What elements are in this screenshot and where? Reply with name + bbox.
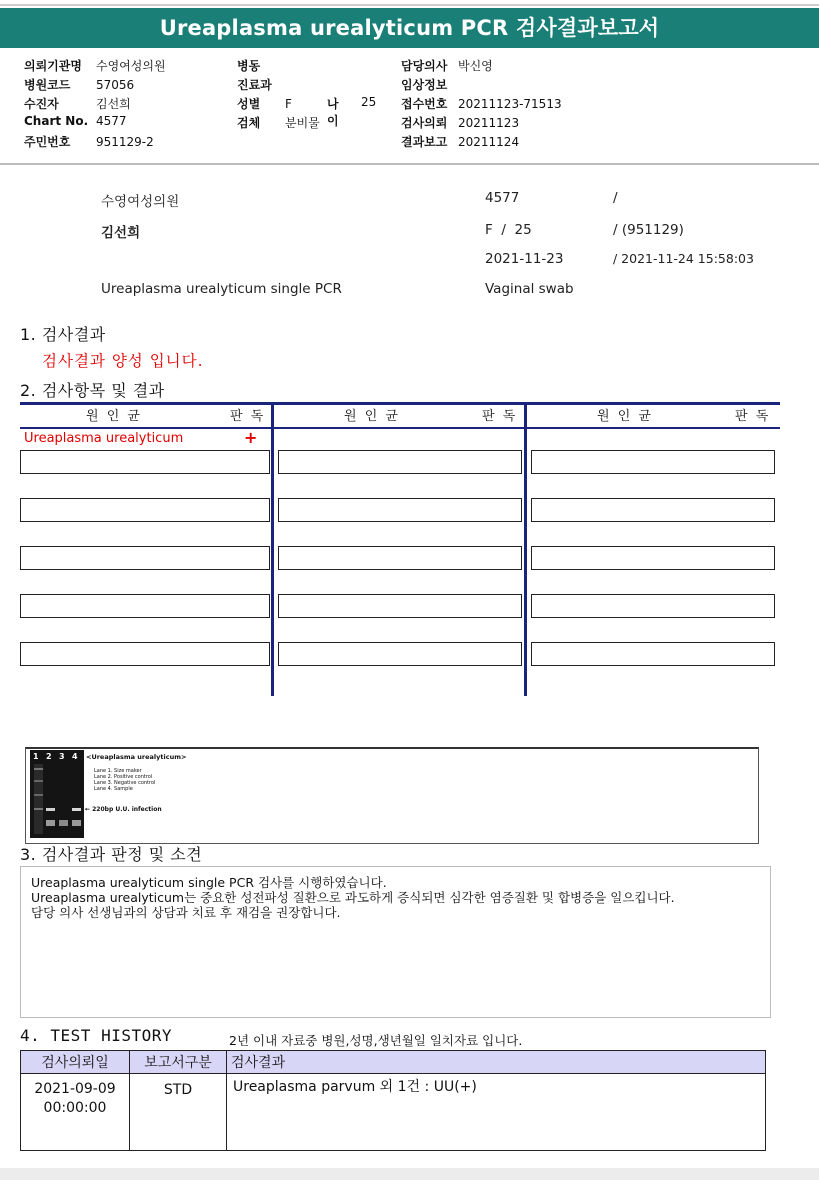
header-label: Chart No. bbox=[24, 114, 89, 128]
arrow-left-icon: ← bbox=[85, 806, 91, 813]
findings-box bbox=[20, 866, 771, 1018]
gel-legend-item: Lane 2. Positive control bbox=[94, 774, 153, 780]
column-header: 보고서구분 bbox=[130, 1051, 227, 1074]
result-cell bbox=[278, 642, 522, 666]
gel-legend bbox=[94, 768, 155, 792]
gel-image bbox=[30, 750, 84, 838]
gel-title: <Ureaplasma urealyticum> bbox=[86, 753, 187, 761]
gel-legend-item: Lane 3. Negative control bbox=[94, 780, 156, 786]
column-header: 검사의뢰일 bbox=[21, 1051, 130, 1074]
history-type: STD bbox=[130, 1074, 227, 1151]
result-cell bbox=[278, 498, 522, 522]
table-row bbox=[21, 1074, 766, 1151]
table-column-divider bbox=[524, 404, 527, 696]
header-label: 담당의사 bbox=[401, 59, 448, 73]
gel-lane-number: 1 bbox=[33, 752, 39, 761]
findings-line: Ureaplasma urealyticum는 중요한 성전파성 질환으로 과도하게 증식되면 심각한 염증질환 및 합병증을 일으킵니다. bbox=[31, 890, 675, 905]
table-header-row bbox=[21, 1051, 766, 1074]
organism-name: Ureaplasma urealyticum bbox=[24, 431, 184, 446]
header-value: 20211123-71513 bbox=[458, 97, 562, 111]
age-label: 나이 bbox=[327, 97, 339, 128]
gel-band-label: 220bp U.U. infection bbox=[92, 806, 162, 813]
age-value: 25 bbox=[361, 95, 377, 109]
gel-bands-graphic bbox=[30, 750, 84, 838]
header-label: 주민번호 bbox=[24, 135, 71, 149]
header-value: 951129-2 bbox=[96, 135, 154, 149]
column-judgement-label: 판 독 bbox=[230, 409, 266, 424]
result-cell bbox=[20, 546, 270, 570]
header-label: 결과보고 bbox=[401, 135, 448, 149]
column-judgement-label: 판 독 bbox=[482, 409, 518, 424]
info-report-datetime: / 2021-11-24 15:58:03 bbox=[613, 251, 754, 266]
gel-lane-number: 4 bbox=[72, 752, 78, 761]
header-value: 수영여성의원 bbox=[96, 59, 166, 73]
column-organism-label: 원 인 균 bbox=[344, 409, 400, 424]
result-cell bbox=[20, 498, 270, 522]
header-label: 임상정보 bbox=[401, 78, 448, 92]
info-test-name: Ureaplasma urealyticum single PCR bbox=[101, 281, 342, 297]
gel-band-annotation bbox=[85, 806, 162, 813]
findings-line: Ureaplasma urealyticum single PCR 검사를 시행하였습니다. bbox=[31, 875, 387, 890]
history-date-cell bbox=[21, 1074, 130, 1151]
header-label: 수진자 bbox=[24, 97, 59, 111]
header-value: 박신영 bbox=[458, 59, 493, 73]
gel-legend-item: Lane 1. Size maker bbox=[94, 768, 142, 774]
header-value: 김선희 bbox=[96, 97, 131, 111]
header-value: 20211124 bbox=[458, 135, 520, 149]
header-label: 접수번호 bbox=[401, 97, 448, 111]
gel-lane-number: 3 bbox=[59, 752, 65, 761]
info-sex-age: F / 25 bbox=[485, 222, 532, 238]
header-label: 진료과 bbox=[237, 78, 272, 92]
section-1-heading: 1. 검사결과 bbox=[20, 325, 106, 344]
header-col-1 bbox=[24, 57, 166, 152]
top-border bbox=[0, 4, 819, 6]
history-time: 00:00:00 bbox=[43, 1100, 107, 1116]
result-cell bbox=[531, 450, 775, 474]
info-hospital: 수영여성의원 bbox=[101, 194, 180, 210]
history-date: 2021-09-09 bbox=[34, 1081, 116, 1097]
info-specimen: Vaginal swab bbox=[485, 281, 574, 297]
header-value: 4577 bbox=[96, 114, 127, 128]
result-cell bbox=[278, 594, 522, 618]
table-column-divider bbox=[271, 404, 274, 696]
history-result: Ureaplasma parvum 외 1건 : UU(+) bbox=[227, 1074, 766, 1151]
header-label: 병원코드 bbox=[24, 78, 71, 92]
info-slash: / bbox=[613, 190, 618, 206]
column-organism-label: 원 인 균 bbox=[597, 409, 653, 424]
page-footer-bar bbox=[0, 1168, 819, 1180]
info-chart-no: 4577 bbox=[485, 190, 520, 206]
header-label: 의뢰기관명 bbox=[24, 59, 82, 73]
report-title: Ureaplasma urealyticum PCR 검사결과보고서 bbox=[0, 8, 819, 48]
gel-electrophoresis-panel bbox=[25, 747, 759, 844]
info-patient-name: 김선희 bbox=[101, 225, 141, 241]
result-cell bbox=[278, 450, 522, 474]
section-2-heading: 2. 검사항목 및 결과 bbox=[20, 381, 165, 400]
gel-legend-item: Lane 4. Sample bbox=[94, 786, 133, 792]
column-organism-label: 원 인 균 bbox=[86, 409, 142, 424]
section-3-heading: 3. 검사결과 판정 및 소견 bbox=[20, 845, 203, 864]
organism-result: + bbox=[244, 428, 258, 447]
result-cell bbox=[20, 450, 270, 474]
result-summary: 검사결과 양성 입니다. bbox=[42, 352, 204, 370]
header-col-2 bbox=[237, 57, 377, 133]
header-col-3 bbox=[401, 57, 562, 152]
header-divider bbox=[0, 163, 819, 165]
header-label: 검사의뢰 bbox=[401, 116, 448, 130]
section-4-heading: 4. TEST HISTORY bbox=[20, 1026, 172, 1045]
result-cell bbox=[20, 594, 270, 618]
test-history-table bbox=[20, 1050, 766, 1151]
result-cell bbox=[20, 642, 270, 666]
column-judgement-label: 판 독 bbox=[735, 409, 771, 424]
header-value: 20211123 bbox=[458, 116, 520, 130]
gel-lane-number: 2 bbox=[46, 752, 52, 761]
header-label: 검체 bbox=[237, 116, 261, 130]
header-value: 분비물 bbox=[285, 116, 320, 130]
history-note: 2년 이내 자료중 병원,성명,생년월일 일치자료 입니다. bbox=[229, 1033, 523, 1048]
info-birth: / (951129) bbox=[613, 222, 684, 238]
header-label: 병동 bbox=[237, 59, 261, 73]
result-cell bbox=[531, 498, 775, 522]
header-value: F bbox=[285, 97, 292, 111]
header-value: 57056 bbox=[96, 78, 135, 92]
findings-line: 담당 의사 선생님과의 상담과 치료 후 재검을 권장합니다. bbox=[31, 905, 341, 920]
result-cell bbox=[531, 594, 775, 618]
column-header: 검사결과 bbox=[227, 1051, 766, 1074]
header-label: 성별 bbox=[237, 97, 261, 111]
result-cell bbox=[531, 642, 775, 666]
info-request-date: 2021-11-23 bbox=[485, 251, 564, 267]
result-cell bbox=[278, 546, 522, 570]
result-cell bbox=[531, 546, 775, 570]
